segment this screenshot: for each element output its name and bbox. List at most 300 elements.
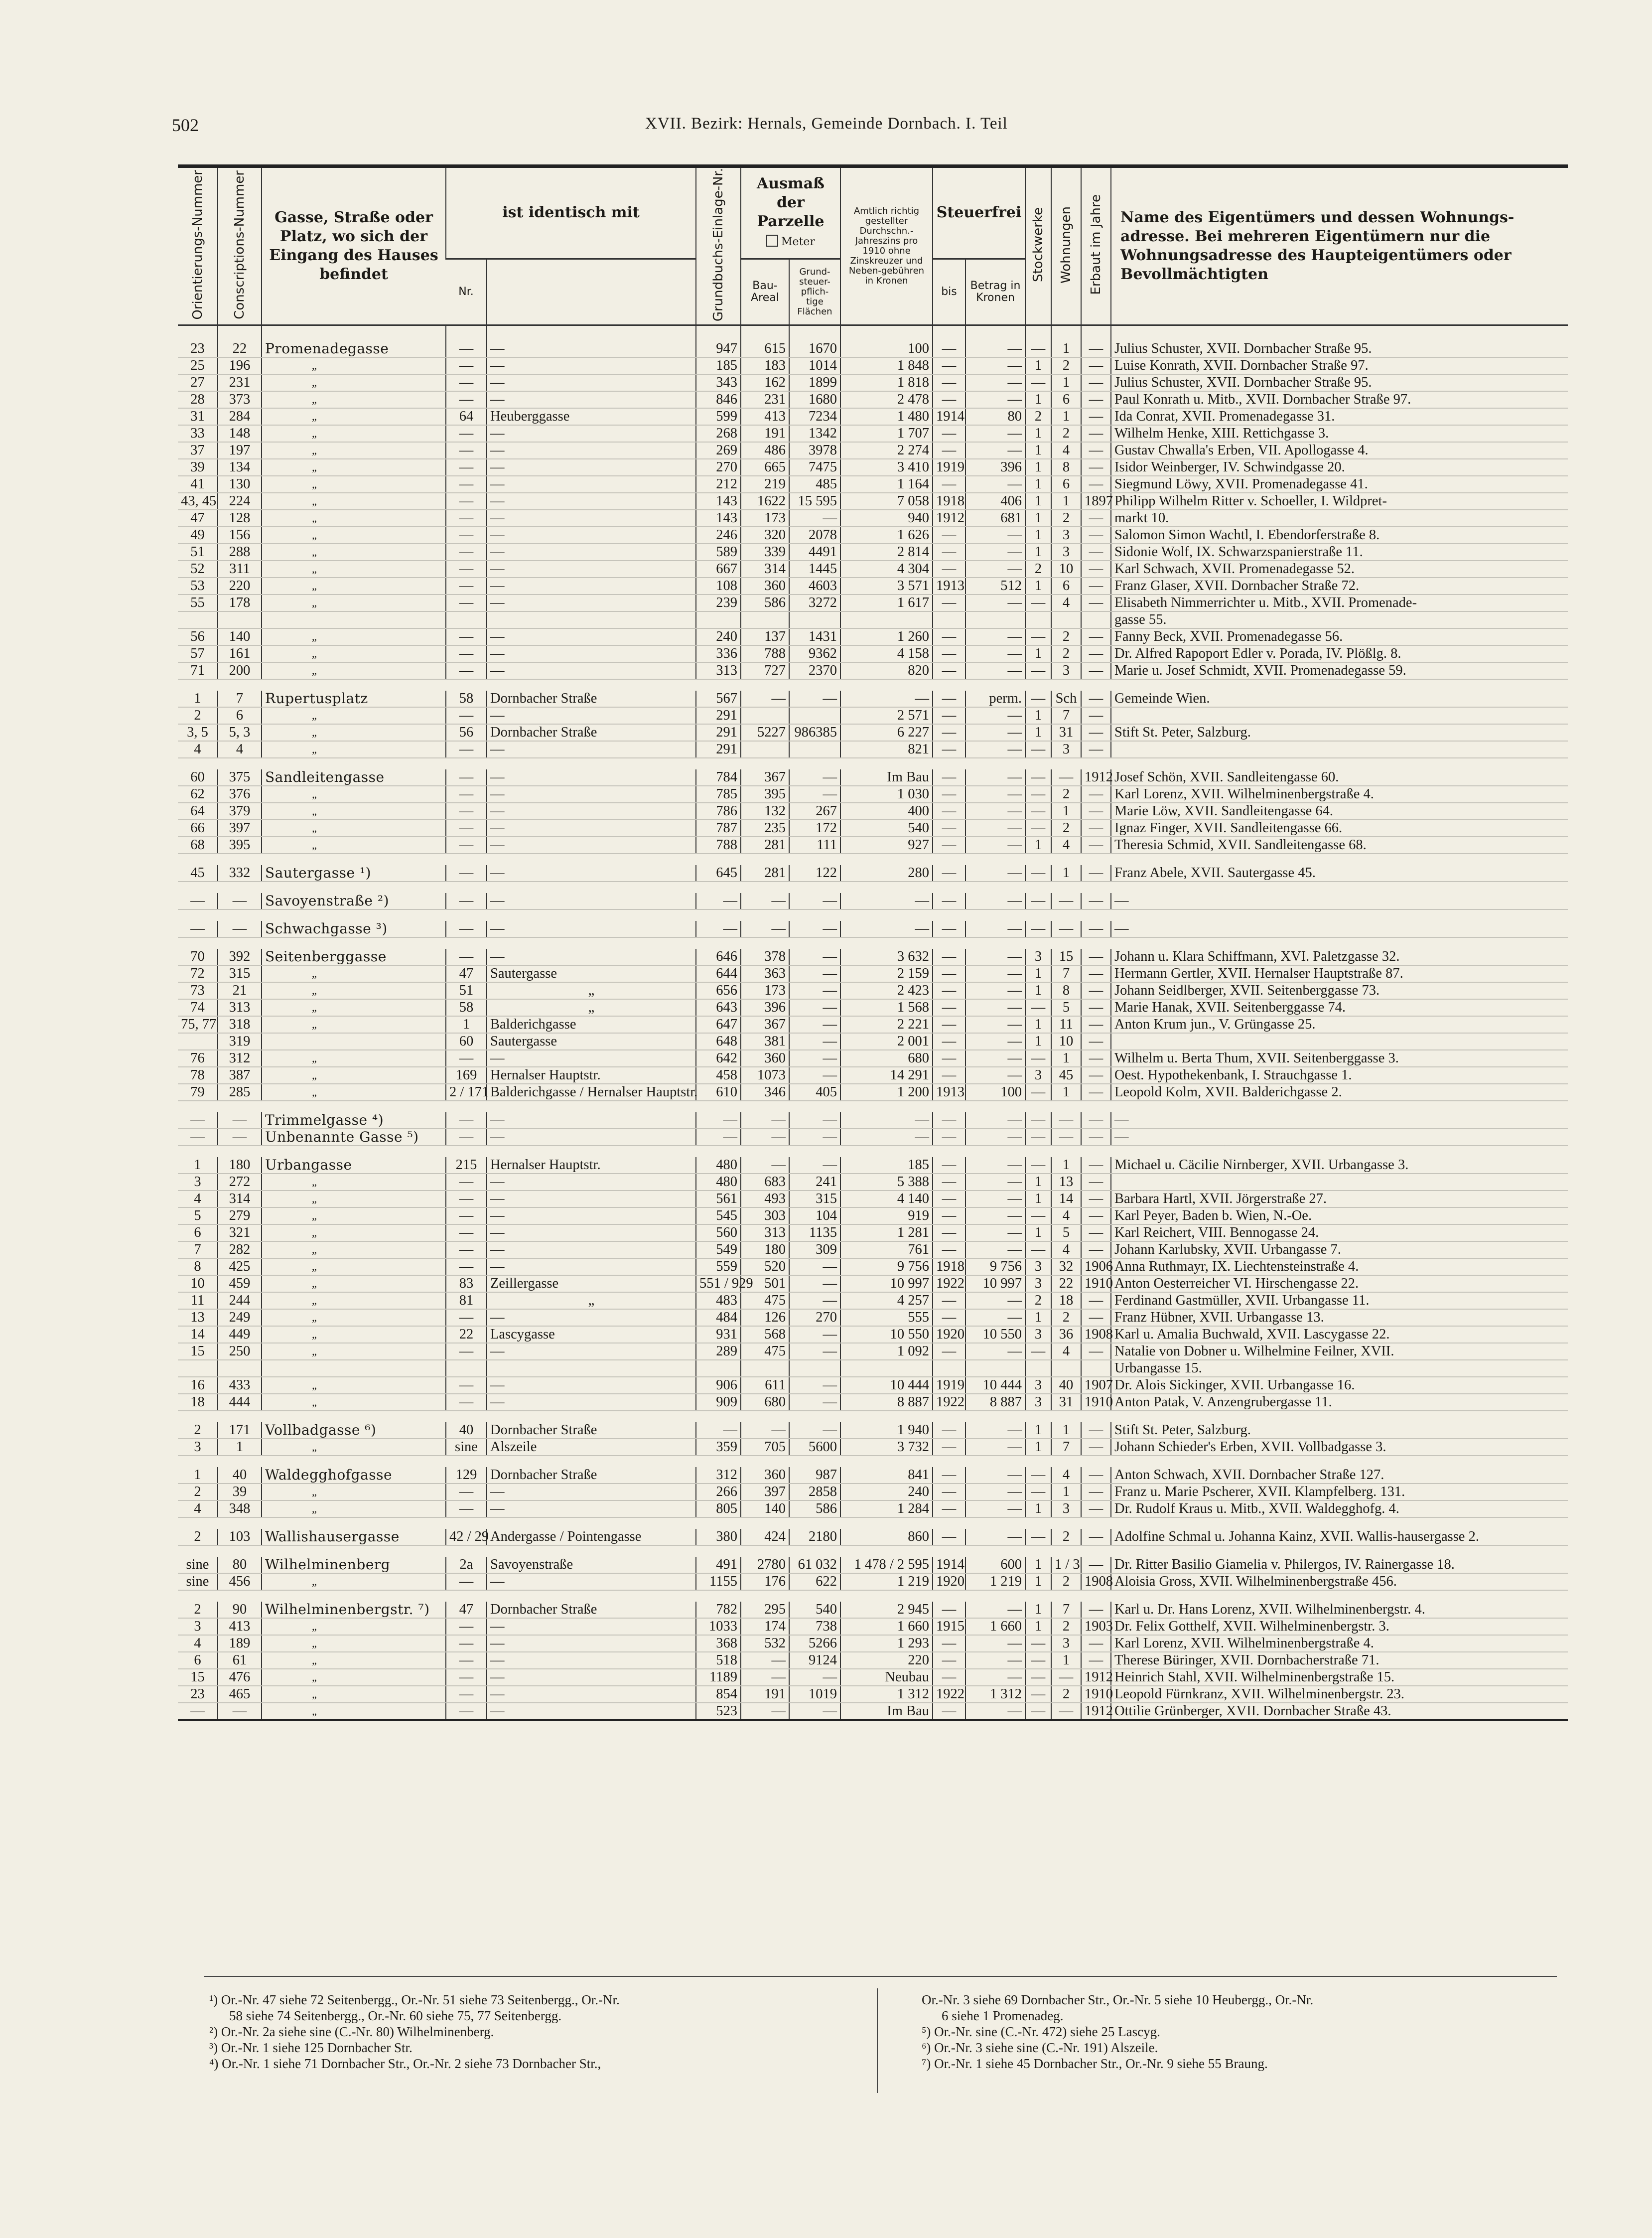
cell-grundbuch-nr: 667 (696, 561, 741, 578)
cell-identisch-nr: — (446, 493, 487, 510)
spacer-row (178, 679, 1568, 691)
cell-identisch-nr: 47 (446, 1602, 487, 1618)
cell-erbaut: — (1081, 820, 1111, 837)
cell-identisch-name: — (487, 1174, 696, 1191)
cell-orientierung-nr: 14 (178, 1326, 218, 1343)
cell-orientierung-nr: — (178, 921, 218, 937)
cell-erbaut: 1912 (1081, 1703, 1111, 1720)
cell-steuerfrei-betrag: 80 (965, 408, 1025, 425)
cell-identisch-nr: 83 (446, 1275, 487, 1292)
cell-steuerfrei-betrag: 9 756 (965, 1258, 1025, 1275)
cell-eigentuemer: Dr. Rudolf Kraus u. Mitb., XVII. Waldegghofg. 4. (1111, 1500, 1568, 1517)
cell-identisch-name: — (487, 391, 696, 408)
table-row (178, 1439, 1568, 1456)
table-row (178, 1067, 1568, 1084)
cell-eigentuemer: Gustav Chwalla's Erben, VII. Apollogasse 4. (1111, 442, 1568, 459)
spacer-cell (178, 909, 1568, 921)
cell-grundsteuer-flaeche: 986385 (789, 724, 840, 741)
cell-bauareal: 235 (741, 820, 789, 837)
cell-identisch-name: — (487, 1309, 696, 1326)
cell-eigentuemer: Oest. Hypothekenbank, I. Strauchgasse 1. (1111, 1067, 1568, 1084)
cell-grundbuch-nr: 784 (696, 769, 741, 786)
cell-stockwerke: — (1025, 769, 1051, 786)
cell-mietzins: 185 (840, 1157, 933, 1174)
cell-identisch-name: Dornbacher Straße (487, 691, 696, 707)
cell-grundbuch-nr: 1033 (696, 1618, 741, 1635)
cell-conscriptions-nr: 22 (218, 325, 262, 358)
cell-identisch-name: Sautergasse (487, 1033, 696, 1050)
col-wohnungen: Wohnungen (1051, 166, 1081, 325)
cell-stockwerke (1025, 611, 1051, 628)
cell-stockwerke: 2 (1025, 561, 1051, 578)
cell-mietzins: 1 480 (840, 408, 933, 425)
col-conscriptions: Conscriptions-Nummer (218, 166, 262, 325)
cell-identisch-nr: 58 (446, 999, 487, 1016)
cell-identisch-nr: — (446, 1484, 487, 1500)
cell-erbaut: — (1081, 628, 1111, 645)
cell-stockwerke: 1 (1025, 837, 1051, 854)
cell-grundsteuer-flaeche: — (789, 510, 840, 527)
cell-steuerfrei-betrag: — (965, 544, 1025, 561)
cell-conscriptions-nr: 103 (218, 1529, 262, 1545)
cell-grundsteuer-flaeche: 9362 (789, 645, 840, 662)
cell-wohnungen: 1 (1051, 1050, 1081, 1067)
cell-steuerfrei-betrag: — (965, 1241, 1025, 1258)
cell-identisch-nr: — (446, 595, 487, 611)
table-row (178, 769, 1568, 786)
cell-mietzins: 4 140 (840, 1191, 933, 1207)
cell-gasse: „ (262, 1326, 446, 1343)
cell-wohnungen: 4 (1051, 1207, 1081, 1224)
cell-grundbuch-nr: 458 (696, 1067, 741, 1084)
cell-steuerfrei-bis: — (933, 1224, 965, 1241)
cell-identisch-nr: — (446, 921, 487, 937)
cell-eigentuemer: Franz u. Marie Pscherer, XVII. Klampfelberg. 131. (1111, 1484, 1568, 1500)
house-register-table (178, 164, 1568, 1721)
table-row (178, 476, 1568, 493)
cell-identisch-name: — (487, 357, 696, 374)
cell-grundbuch-nr: 484 (696, 1309, 741, 1326)
cell-identisch-name: — (487, 1241, 696, 1258)
cell-grundsteuer-flaeche: — (789, 1275, 840, 1292)
page-number: 502 (172, 115, 199, 135)
cell-bauareal: 367 (741, 1016, 789, 1033)
cell-mietzins: 1 660 (840, 1618, 933, 1635)
cell-conscriptions-nr: 189 (218, 1635, 262, 1652)
cell-wohnungen: Sch (1051, 691, 1081, 707)
cell-grundsteuer-flaeche: 1342 (789, 425, 840, 442)
cell-mietzins: 1 568 (840, 999, 933, 1016)
cell-orientierung-nr: 49 (178, 527, 218, 544)
cell-grundbuch-nr: 656 (696, 982, 741, 999)
cell-identisch-name: — (487, 707, 696, 724)
cell-wohnungen: 1 / 3 (1051, 1557, 1081, 1573)
cell-eigentuemer: Stift St. Peter, Salzburg. (1111, 724, 1568, 741)
cell-identisch-name: Heuberggasse (487, 408, 696, 425)
cell-eigentuemer: Ignaz Finger, XVII. Sandleitengasse 66. (1111, 820, 1568, 837)
cell-eigentuemer: Wilhelm u. Berta Thum, XVII. Seitenberggasse 3. (1111, 1050, 1568, 1067)
cell-erbaut: — (1081, 893, 1111, 909)
spacer-row (178, 1517, 1568, 1529)
cell-grundbuch-nr: 646 (696, 949, 741, 965)
cell-steuerfrei-bis: — (933, 724, 965, 741)
cell-identisch-nr: — (446, 769, 487, 786)
cell-steuerfrei-bis: 1913 (933, 1084, 965, 1101)
cell-bauareal: — (741, 1652, 789, 1669)
cell-mietzins: 940 (840, 510, 933, 527)
table-row (178, 1112, 1568, 1129)
cell-stockwerke: 1 (1025, 1191, 1051, 1207)
cell-orientierung-nr: 15 (178, 1343, 218, 1360)
cell-gasse: „ (262, 707, 446, 724)
footnote-rule (204, 1976, 1557, 1977)
cell-stockwerke: 1 (1025, 391, 1051, 408)
cell-wohnungen (1051, 1360, 1081, 1377)
cell-mietzins: — (840, 691, 933, 707)
cell-steuerfrei-bis: — (933, 982, 965, 999)
cell-steuerfrei-betrag: — (965, 1439, 1025, 1456)
cell-grundbuch-nr: 246 (696, 527, 741, 544)
cell-mietzins: 400 (840, 803, 933, 820)
cell-steuerfrei-betrag: — (965, 921, 1025, 937)
cell-wohnungen: 8 (1051, 982, 1081, 999)
table-row (178, 493, 1568, 510)
cell-steuerfrei-betrag: — (965, 527, 1025, 544)
cell-wohnungen: 2 (1051, 357, 1081, 374)
cell-wohnungen: 2 (1051, 645, 1081, 662)
cell-erbaut: — (1081, 1309, 1111, 1326)
cell-orientierung-nr: 43, 45 (178, 493, 218, 510)
cell-identisch-name: Balderichgasse (487, 1016, 696, 1033)
spacer-cell (178, 679, 1568, 691)
table-row (178, 1573, 1568, 1590)
cell-bauareal: 360 (741, 578, 789, 595)
cell-orientierung-nr: 4 (178, 1500, 218, 1517)
cell-mietzins (840, 1360, 933, 1377)
cell-wohnungen: 6 (1051, 476, 1081, 493)
cell-orientierung-nr: 39 (178, 459, 218, 476)
footnote-5: ⁵) Or.-Nr. sine (C.-Nr. 472) siehe 25 Lascyg. (922, 2024, 1160, 2039)
cell-erbaut: — (1081, 1084, 1111, 1101)
cell-wohnungen: 4 (1051, 1467, 1081, 1484)
spacer-row (178, 1101, 1568, 1112)
cell-erbaut (1081, 1360, 1111, 1377)
cell-identisch-nr: — (446, 1573, 487, 1590)
cell-mietzins: 2 001 (840, 1033, 933, 1050)
cell-grundbuch-nr: 291 (696, 741, 741, 758)
cell-mietzins: 3 732 (840, 1439, 933, 1456)
cell-grundsteuer-flaeche: 586 (789, 1500, 840, 1517)
cell-steuerfrei-bis: — (933, 691, 965, 707)
cell-eigentuemer (1111, 707, 1568, 724)
cell-gasse: „ (262, 786, 446, 803)
cell-grundbuch-nr: 240 (696, 628, 741, 645)
cell-bauareal: 191 (741, 425, 789, 442)
table-row (178, 1422, 1568, 1439)
cell-wohnungen: 18 (1051, 1292, 1081, 1309)
cell-orientierung-nr: 1 (178, 1467, 218, 1484)
cell-stockwerke: 1 (1025, 544, 1051, 561)
cell-conscriptions-nr: 7 (218, 691, 262, 707)
cell-steuerfrei-bis: 1918 (933, 493, 965, 510)
cell-mietzins: — (840, 921, 933, 937)
cell-identisch-nr: — (446, 578, 487, 595)
cell-identisch-name: — (487, 1224, 696, 1241)
cell-erbaut: — (1081, 1207, 1111, 1224)
col-steuerfrei: Steuerfrei (933, 166, 1025, 259)
cell-mietzins: 1 848 (840, 357, 933, 374)
cell-wohnungen: 3 (1051, 1635, 1081, 1652)
cell-orientierung-nr: 73 (178, 982, 218, 999)
cell-mietzins: 10 444 (840, 1377, 933, 1394)
cell-eigentuemer: Michael u. Cäcilie Nirnberger, XVII. Urbangasse 3. (1111, 1157, 1568, 1174)
cell-erbaut: — (1081, 1529, 1111, 1545)
cell-orientierung-nr: 2 (178, 1529, 218, 1545)
cell-steuerfrei-betrag: perm. (965, 691, 1025, 707)
cell-erbaut: 1908 (1081, 1326, 1111, 1343)
cell-orientierung-nr: 1 (178, 1157, 218, 1174)
cell-identisch-name: Dornbacher Straße (487, 1422, 696, 1439)
table-row (178, 707, 1568, 724)
cell-stockwerke: 1 (1025, 1618, 1051, 1635)
cell-stockwerke: 1 (1025, 645, 1051, 662)
cell-wohnungen: 2 (1051, 510, 1081, 527)
cell-identisch-name: Savoyenstraße (487, 1557, 696, 1573)
cell-stockwerke: 1 (1025, 965, 1051, 982)
cell-grundsteuer-flaeche: 4603 (789, 578, 840, 595)
table-header (178, 166, 1568, 325)
col-ausmass (741, 166, 840, 259)
cell-steuerfrei-betrag: — (965, 949, 1025, 965)
cell-bauareal: — (741, 1129, 789, 1146)
cell-wohnungen: 3 (1051, 527, 1081, 544)
cell-erbaut: — (1081, 921, 1111, 937)
cell-bauareal: 314 (741, 561, 789, 578)
cell-gasse: Savoyenstraße ²) (262, 893, 446, 909)
cell-orientierung-nr: 2 (178, 1422, 218, 1439)
cell-orientierung-nr: 37 (178, 442, 218, 459)
cell-identisch-nr: — (446, 707, 487, 724)
cell-gasse: „ (262, 1669, 446, 1686)
cell-steuerfrei-bis: — (933, 1422, 965, 1439)
cell-steuerfrei-bis: — (933, 1129, 965, 1146)
cell-eigentuemer: — (1111, 893, 1568, 909)
cell-gasse (262, 611, 446, 628)
cell-mietzins: 1 626 (840, 527, 933, 544)
cell-identisch-nr: — (446, 1686, 487, 1703)
cell-identisch-name: — (487, 645, 696, 662)
spacer-cell (178, 1545, 1568, 1557)
col-bis: bis (933, 259, 965, 325)
cell-eigentuemer: Adolfine Schmal u. Johanna Kainz, XVII. Wallis-hausergasse 2. (1111, 1529, 1568, 1545)
cell-gasse: „ (262, 1573, 446, 1590)
cell-erbaut: — (1081, 803, 1111, 820)
cell-grundbuch-nr: 212 (696, 476, 741, 493)
cell-wohnungen: — (1051, 1112, 1081, 1129)
cell-stockwerke: — (1025, 1129, 1051, 1146)
cell-stockwerke: — (1025, 1669, 1051, 1686)
cell-eigentuemer: Ferdinand Gastmüller, XVII. Urbangasse 11. (1111, 1292, 1568, 1309)
cell-erbaut: — (1081, 1050, 1111, 1067)
cell-identisch-name: — (487, 1484, 696, 1500)
cell-conscriptions-nr: 318 (218, 1016, 262, 1033)
cell-grundbuch-nr: 787 (696, 820, 741, 837)
cell-mietzins: 1 030 (840, 786, 933, 803)
spacer-row (178, 854, 1568, 865)
cell-grundbuch-nr: 359 (696, 1439, 741, 1456)
cell-gasse: Wallishausergasse (262, 1529, 446, 1545)
cell-grundsteuer-flaeche: 1445 (789, 561, 840, 578)
cell-steuerfrei-betrag: — (965, 1529, 1025, 1545)
cell-identisch-name: Dornbacher Straße (487, 724, 696, 741)
cell-grundsteuer-flaeche: — (789, 691, 840, 707)
cell-identisch-nr: — (446, 1129, 487, 1146)
cell-stockwerke: 1 (1025, 1309, 1051, 1326)
cell-grundbuch-nr: 368 (696, 1635, 741, 1652)
cell-bauareal: — (741, 1112, 789, 1129)
cell-identisch-name: Alszeile (487, 1439, 696, 1456)
cell-grundbuch-nr: 788 (696, 837, 741, 854)
table-row (178, 1394, 1568, 1411)
cell-grundbuch-nr: 270 (696, 459, 741, 476)
cell-eigentuemer: Anton Schwach, XVII. Dornbacher Straße 127. (1111, 1467, 1568, 1484)
cell-steuerfrei-betrag: — (965, 865, 1025, 882)
cell-bauareal: 126 (741, 1309, 789, 1326)
cell-grundbuch-nr: 854 (696, 1686, 741, 1703)
cell-grundbuch-nr: — (696, 1422, 741, 1439)
cell-conscriptions-nr: 314 (218, 1191, 262, 1207)
cell-erbaut: — (1081, 1343, 1111, 1360)
cell-eigentuemer: Franz Glaser, XVII. Dornbacher Straße 72. (1111, 578, 1568, 595)
cell-grundbuch-nr: 291 (696, 707, 741, 724)
cell-steuerfrei-betrag: — (965, 1016, 1025, 1033)
cell-eigentuemer: Karl Peyer, Baden b. Wien, N.-Oe. (1111, 1207, 1568, 1224)
table-row (178, 628, 1568, 645)
cell-conscriptions-nr: 288 (218, 544, 262, 561)
cell-steuerfrei-betrag: 10 444 (965, 1377, 1025, 1394)
spacer-cell (178, 1517, 1568, 1529)
cell-steuerfrei-betrag: — (965, 1652, 1025, 1669)
cell-mietzins: 919 (840, 1207, 933, 1224)
cell-steuerfrei-betrag: — (965, 837, 1025, 854)
cell-gasse: „ (262, 408, 446, 425)
cell-eigentuemer (1111, 1033, 1568, 1050)
cell-eigentuemer: Fanny Beck, XVII. Promenadegasse 56. (1111, 628, 1568, 645)
cell-grundbuch-nr: 567 (696, 691, 741, 707)
cell-wohnungen: — (1051, 1669, 1081, 1686)
footnote-1-cont: 58 siehe 74 Seitenbergg., Or.-Nr. 60 siehe 75, 77 Seitenbergg. (229, 2008, 562, 2023)
cell-conscriptions-nr: 156 (218, 527, 262, 544)
cell-identisch-nr: — (446, 1112, 487, 1129)
cell-conscriptions-nr: 161 (218, 645, 262, 662)
cell-steuerfrei-betrag: — (965, 1602, 1025, 1618)
cell-eigentuemer (1111, 741, 1568, 758)
cell-grundbuch-nr: 1189 (696, 1669, 741, 1686)
footnote-3: ³) Or.-Nr. 1 siehe 125 Dornbacher Str. (209, 2040, 413, 2055)
cell-grundsteuer-flaeche: 540 (789, 1602, 840, 1618)
cell-conscriptions-nr: 1 (218, 1439, 262, 1456)
ausmass-label: Ausmaß der Parzelle (757, 174, 825, 230)
cell-identisch-nr: 64 (446, 408, 487, 425)
cell-steuerfrei-bis (933, 1360, 965, 1377)
table-row (178, 1309, 1568, 1326)
table-row (178, 965, 1568, 982)
cell-eigentuemer: Karl u. Dr. Hans Lorenz, XVII. Wilhelminenbergstr. 4. (1111, 1602, 1568, 1618)
cell-steuerfrei-bis: 1919 (933, 1377, 965, 1394)
cell-gasse: „ (262, 510, 446, 527)
cell-erbaut: — (1081, 425, 1111, 442)
cell-steuerfrei-betrag: — (965, 1174, 1025, 1191)
cell-identisch-nr: 2 / 171 (446, 1084, 487, 1101)
cell-orientierung-nr: 74 (178, 999, 218, 1016)
cell-grundsteuer-flaeche: 2078 (789, 527, 840, 544)
cell-stockwerke: 3 (1025, 1377, 1051, 1394)
cell-gasse: „ (262, 1016, 446, 1033)
cell-identisch-name: — (487, 893, 696, 909)
table-row (178, 1686, 1568, 1703)
table-row (178, 1084, 1568, 1101)
cell-erbaut: — (1081, 1224, 1111, 1241)
cell-mietzins: 761 (840, 1241, 933, 1258)
cell-steuerfrei-bis: — (933, 921, 965, 937)
cell-orientierung-nr: 68 (178, 837, 218, 854)
cell-mietzins: 5 388 (840, 1174, 933, 1191)
cell-orientierung-nr: 57 (178, 645, 218, 662)
cell-grundbuch-nr: 560 (696, 1224, 741, 1241)
cell-orientierung-nr: — (178, 1112, 218, 1129)
table-row (178, 1529, 1568, 1545)
cell-wohnungen: 7 (1051, 1439, 1081, 1456)
cell-identisch-nr: — (446, 1174, 487, 1191)
table-row (178, 425, 1568, 442)
cell-identisch-name: — (487, 1635, 696, 1652)
cell-stockwerke: — (1025, 628, 1051, 645)
cell-steuerfrei-betrag: — (965, 595, 1025, 611)
cell-conscriptions-nr: — (218, 893, 262, 909)
cell-wohnungen: — (1051, 769, 1081, 786)
cell-stockwerke: 1 (1025, 493, 1051, 510)
cell-stockwerke: — (1025, 741, 1051, 758)
cell-wohnungen (1051, 611, 1081, 628)
cell-mietzins: Im Bau (840, 1703, 933, 1720)
table-row (178, 1467, 1568, 1484)
cell-identisch-name: — (487, 476, 696, 493)
cell-conscriptions-nr: 312 (218, 1050, 262, 1067)
cell-mietzins: — (840, 1112, 933, 1129)
cell-identisch-name: — (487, 1686, 696, 1703)
cell-gasse: „ (262, 1394, 446, 1411)
table-row (178, 741, 1568, 758)
cell-grundsteuer-flaeche (789, 741, 840, 758)
cell-mietzins: 8 887 (840, 1394, 933, 1411)
cell-bauareal: 176 (741, 1573, 789, 1590)
cell-conscriptions-nr: 250 (218, 1343, 262, 1360)
cell-conscriptions-nr: 425 (218, 1258, 262, 1275)
cell-conscriptions-nr: 244 (218, 1292, 262, 1309)
col-identisch-name (487, 259, 696, 325)
cell-bauareal: 320 (741, 527, 789, 544)
cell-steuerfrei-betrag: — (965, 1129, 1025, 1146)
cell-identisch-nr: 47 (446, 965, 487, 982)
cell-bauareal: — (741, 1703, 789, 1720)
cell-conscriptions-nr: 197 (218, 442, 262, 459)
cell-steuerfrei-bis: — (933, 1500, 965, 1517)
cell-wohnungen: 1 (1051, 1484, 1081, 1500)
table-row (178, 921, 1568, 937)
cell-identisch-name: „ (487, 1292, 696, 1309)
cell-grundbuch-nr (696, 1360, 741, 1377)
table-row (178, 1602, 1568, 1618)
